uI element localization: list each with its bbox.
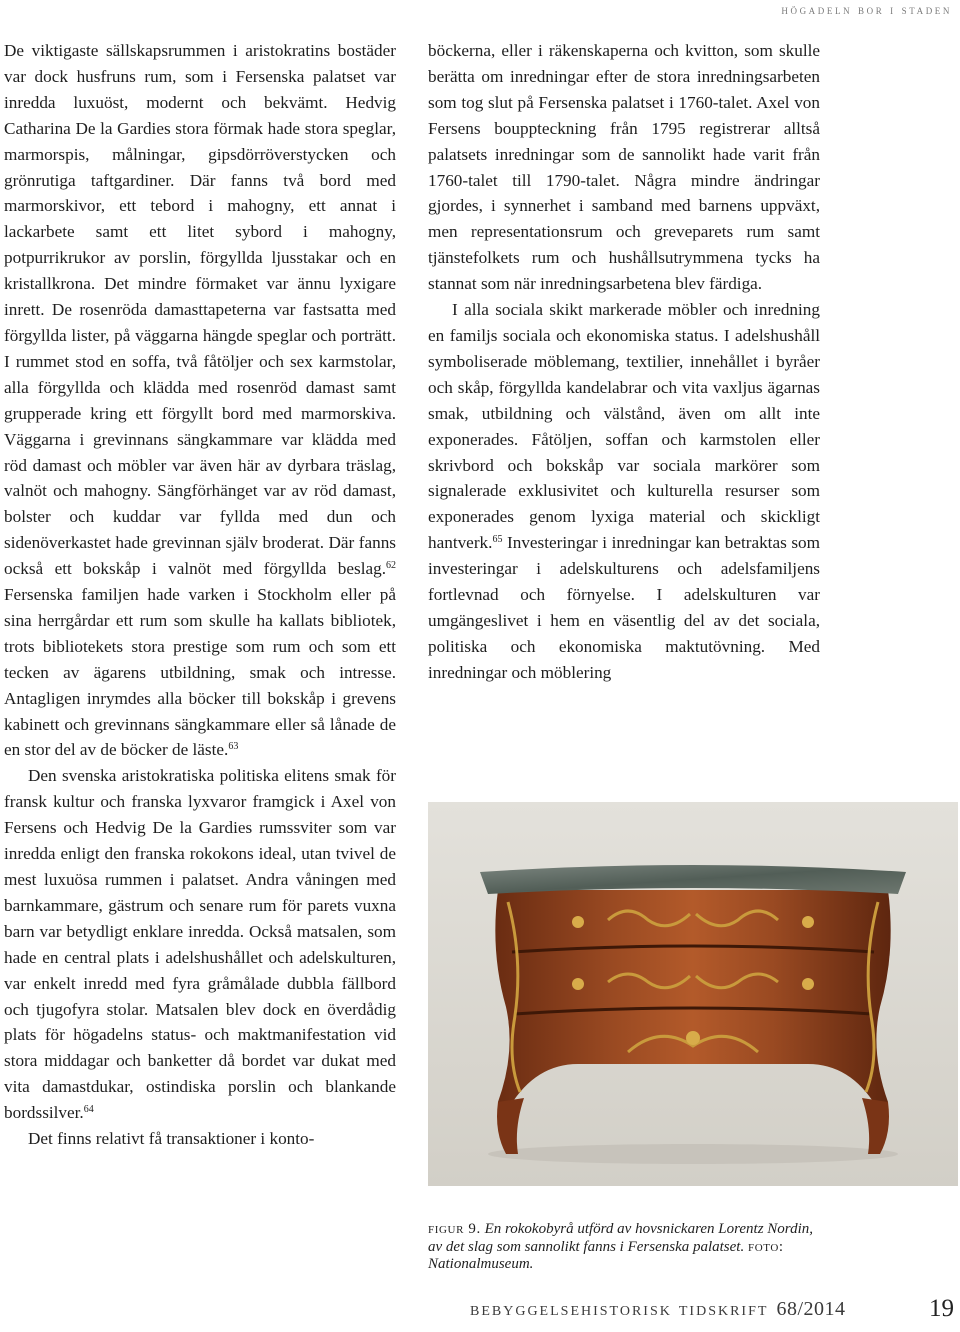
page-footer <box>470 1295 960 1322</box>
footnote-ref[interactable]: 64 <box>83 1104 94 1116</box>
right-column <box>428 38 820 686</box>
paragraph-text: I alla sociala skikt markerade möbler och inredning en familjs sociala och ekonomiska status. I adelshushåll symboliserade möblemang, textilier, innehållet i byråer och skåp, förgyllda kandelabrar och vita vaxljus ägarnas smak, utbildning och välstånd, även om allt inte exponerades. Fåtöljen, soffan och karmstolen eller skrivbord och bokskåp var sociala markörer som signalerade exklusivitet och kulturella resurser som exponerades genom lyxiga material och skickligt hantverk. <box>428 300 820 553</box>
running-head: högadeln bor i staden <box>781 2 952 17</box>
figure-label: figur 9. <box>428 1221 481 1237</box>
paragraph-text: Den svenska aristokratiska politiska elitens smak för fransk kultur och franska lyxvaror framgick i Axel von Fersens och Hedvig De la Gardies rumssviter som var inredda enligt den franska rokokons ideal, utan tvivel de mest luxuösa rummen i palatset. Andra våningen med barnkammare, gästrum och senare rum för parets vuxna barn var betydligt enklare inredda. Också matsalen, som hade en central plats i adelshushållet och adelskulturen, var enkelt inredd med fyra gråmålade dubbla fällbord och tjugofyra stolar. Matsalen blev dock en överdådig plats för högadelns status- och maktmanifestation vid stora middagar och banketter då bordet var dukat med vita damastdukar, ostindiska porslin och blankande bordssilver. <box>4 766 396 1123</box>
paragraph-text: De viktigaste sällskapsrummen i aristokratins bostäder var dock husfruns rum, som i Fersenska palatset var inredda luxuöst, modernt och bekvämt. Hedvig Catharina De la Gardies stora förmak hade stora speglar, marmorspis, målningar, gipsdörröverstycken och grönrutiga taftgardiner. Där fanns två bord med marmorskivor, ett tebord i mahogny, ett annat i lackarbete samt ett litet sybord i mahogny, potpurrikrukor av porslin, förgyllda ljusstakar och en kristallkrona. Det mindre förmaket var ännu lyxigare inrett. De rosenröda damasttapeterna var fastsatta med förgyllda lister, på väggarna hängde speglar och porträtt. I rummet stod en soffa, två fåtöljer och sex karmstolar, alla förgyllda och klädda med rosenröd damast samt grupperade kring ett förgyllt bord med marmorskiva. Väggarna i grevinnans sängkammare var klädda med röd damast och möbler var även här av dyrbara träslag, valnöt och mahogny. Sängförhänget var av röd damast, bolster och kuddar var fyllda med dun och sidenöverkastet hade grevinnan själv broderat. Där fanns också ett bokskåp i valnöt med förgyllda beslag. <box>4 41 396 579</box>
paragraph: Det finns relativt få transaktioner i konto- <box>28 1129 315 1149</box>
figure-caption <box>428 1221 820 1274</box>
floor-shadow <box>488 1144 898 1164</box>
paragraph <box>4 763 396 1126</box>
left-column <box>4 38 396 1152</box>
paragraph-text: Fersenska familjen hade varken i Stockholm eller på sina herrgårdar ett rum som skulle ha kallats bibliotek, trots bibliotekets stora prestige som rum och som ett tecken av ägarens utbildning, smak och intresse. Antagligen inrymdes alla böcker till bokskåp i grevens kabinett och grevinnans sängkammare eller så lånade de en stor del av de böcker de läste. <box>4 585 396 760</box>
paragraph-text: Investeringar i inredningar kan betraktas som investeringar i adelskulturens och adelsfamiljens fortlevnad och förnyelse. I adelskulturen var umgängeslivet i hem en väsentlig del av det sociala, politiska och ekonomiska maktutövning. Med inredningar och möblering <box>428 533 820 682</box>
footnote-ref[interactable]: 63 <box>228 741 239 753</box>
footnote-ref[interactable]: 65 <box>492 534 503 546</box>
caption-text: En rokokobyrå utförd av hovsnickaren Lorentz Nordin, av det slag som sannolikt fanns i Fersenska palatset. <box>428 1221 813 1255</box>
figure-photo-commode <box>428 802 958 1186</box>
photo-credit: Nationalmuseum. <box>428 1256 534 1272</box>
journal-issue: 68/2014 <box>776 1298 846 1320</box>
paragraph <box>428 297 820 686</box>
paragraph <box>4 38 396 763</box>
footnote-ref[interactable]: 62 <box>386 560 396 572</box>
photo-credit-label: foto: <box>747 1238 784 1255</box>
journal-title: bebyggelsehistorisk tidskrift <box>470 1298 769 1320</box>
paragraph: böckerna, eller i räkenskaperna och kvitton, som skulle berätta om inredningar efter de stora inredningsarbeten som tog slut på Fersenska palatset i 1760-talet. Axel von Fersens bouppteckning från 1795 registrerar alltså palatsets inredningar som de sannolikt hade varit från 1760-talet till 1790-talet. Några mindre ändringar gjordes, i synnerhet i samband med barnens uppväxt, men representationsrum och greveparets rum samt tjänstefolkets rum och hushållsutrymmena tycks ha stannat som när inredningsarbetena blev färdiga. <box>428 41 820 294</box>
commode-illustration <box>428 802 958 1186</box>
page-number: 19 <box>929 1295 954 1322</box>
